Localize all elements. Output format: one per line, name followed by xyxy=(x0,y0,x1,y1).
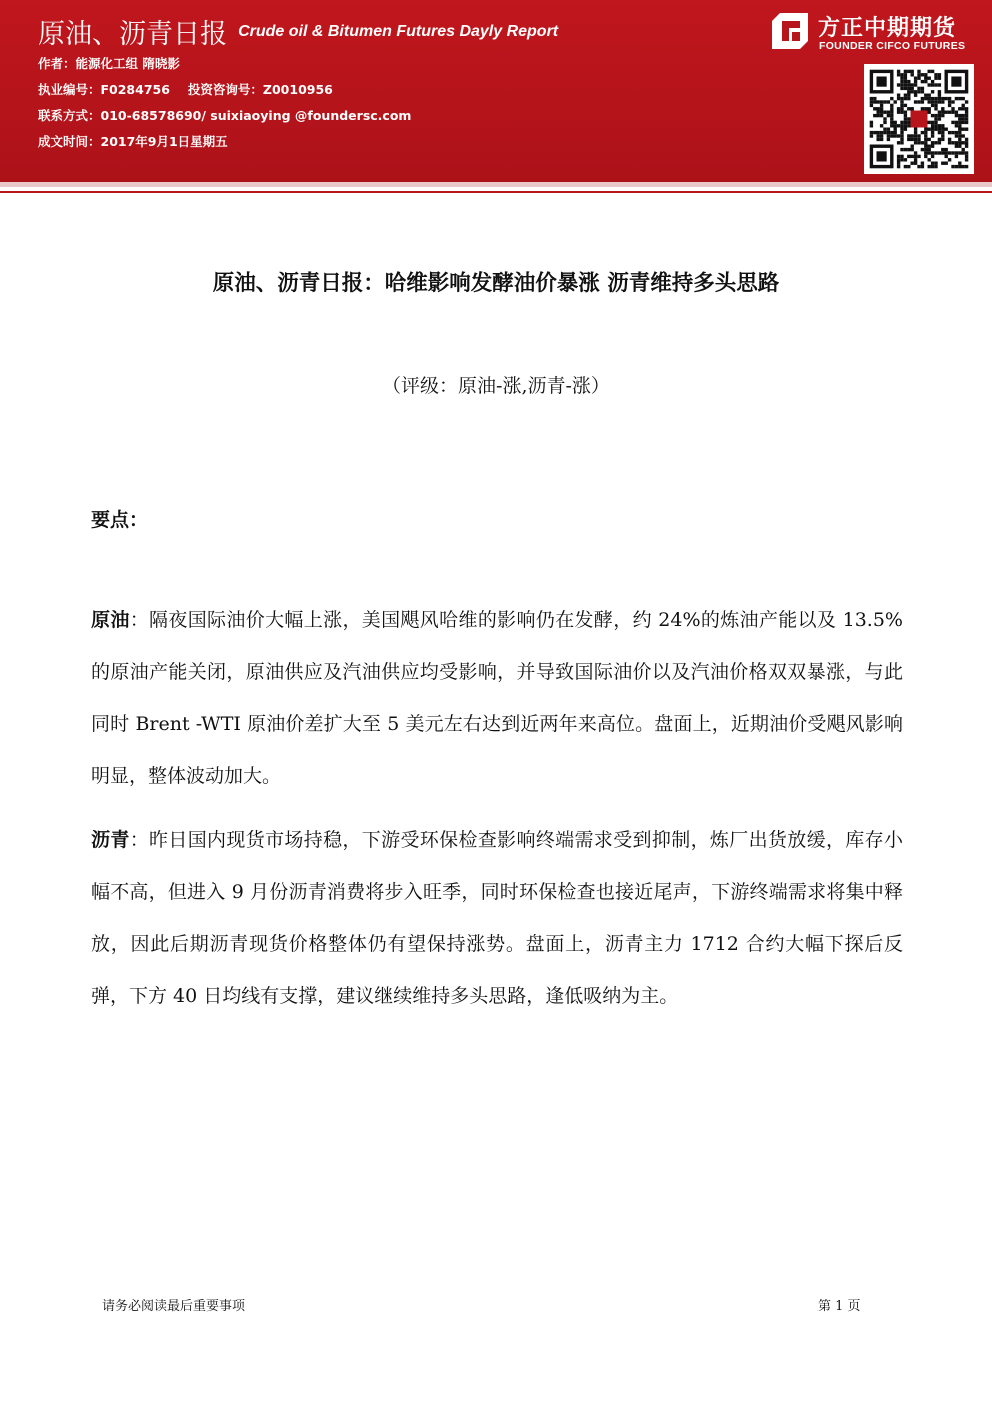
company-name-en: FOUNDER CIFCO FUTURES xyxy=(819,40,966,52)
license-line xyxy=(38,82,411,108)
company-name-cn: 方正中期期货 xyxy=(818,16,957,41)
crude-oil-text: ：隔夜国际油价大幅上涨，美国飓风哈维的影响仍在发酵，约 24%的炼油产能以及 13.5%的原油产能关闭，原油供应及汽油供应均受影响，并导致国际油价以及汽油价格双双暴涨，与此同时 Brent -WTI 原油价差扩大至 5 美元左右达到近两年来高位。盘面上，近期油价受飓风影响明显，整体波动加大。 xyxy=(91,609,903,787)
founder-logo-icon xyxy=(770,11,810,51)
header-divider-red xyxy=(0,191,992,193)
company-logo xyxy=(768,9,988,55)
header-divider-light xyxy=(0,182,992,187)
report-title-row xyxy=(38,12,558,51)
contact-line[interactable]: 联系方式：010-68578690/ suixiaoying @foundersc.com xyxy=(38,108,412,123)
qr-code xyxy=(864,64,974,174)
author-meta xyxy=(38,56,411,160)
report-header-banner xyxy=(0,0,992,182)
report-title-en: Crude oil & Bitumen Futures Dayly Report xyxy=(238,22,559,40)
bitumen-lead: 沥青 xyxy=(91,829,130,851)
bitumen-text: ：昨日国内现货市场持稳，下游受环保检查影响终端需求受到抑制，炼厂出货放缓，库存小幅不高，但进入 9 月份沥青消费将步入旺季，同时环保检查也接近尾声，下游终端需求将集中释放，因此后期沥青现货价格整体仍有望保持涨势。盘面上，沥青主力 1712 合约大幅下探后反弹，下方 40 日均线有支撑，建议继续维持多头思路，逢低吸纳为主。 xyxy=(91,829,903,1007)
document-title: 原油、沥青日报：哈维影响发酵油价暴涨 沥青维持多头思路 xyxy=(212,271,780,296)
advisory-number: 投资咨询号：Z0010956 xyxy=(187,82,333,97)
footer-notice: 请务必阅读最后重要事项 xyxy=(102,1299,246,1314)
report-title-cn: 原油、沥青日报 xyxy=(38,19,227,50)
qr-code-icon xyxy=(864,64,974,174)
crude-oil-paragraph xyxy=(91,594,903,802)
date-line: 成文时间：2017年9月1日星期五 xyxy=(38,134,228,149)
crude-oil-lead: 原油 xyxy=(91,609,130,631)
keypoints-heading: 要点： xyxy=(91,509,149,531)
page-number: 第 1 页 xyxy=(818,1299,861,1314)
rating-line: （评级：原油-涨,沥青-涨） xyxy=(382,375,610,397)
license-number: 执业编号：F0284756 xyxy=(38,82,170,97)
bitumen-paragraph xyxy=(91,814,903,1022)
author-line: 作者：能源化工组 隋晓影 xyxy=(38,56,180,71)
